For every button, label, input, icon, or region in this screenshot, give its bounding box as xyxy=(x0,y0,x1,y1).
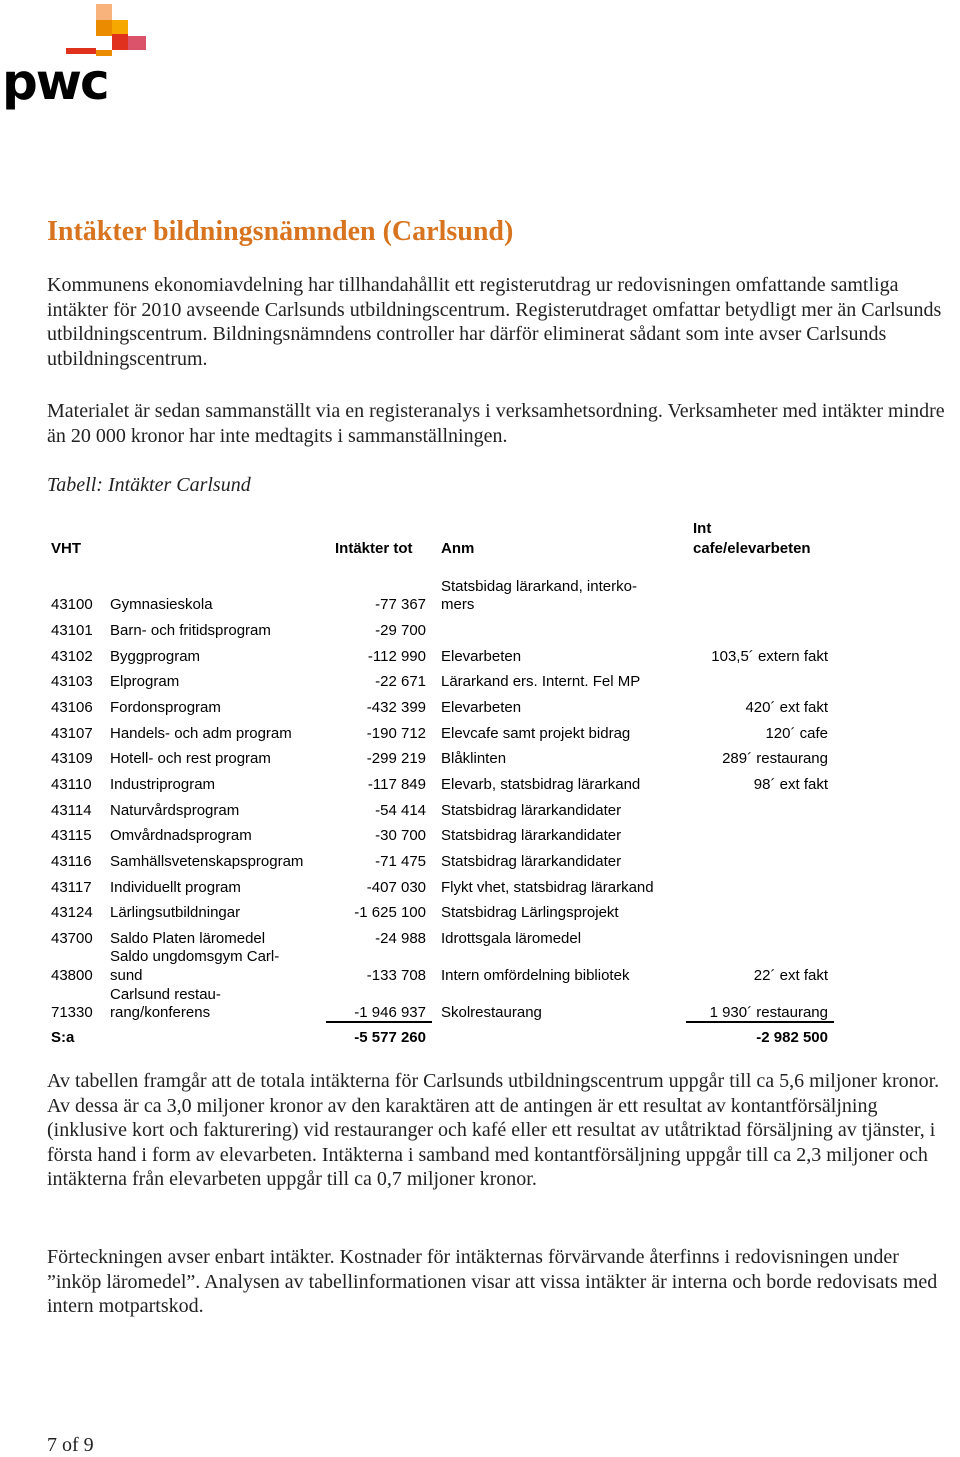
table-row-name-line1: Carlsund restau- xyxy=(110,986,221,1003)
total-tot: -5 577 260 xyxy=(354,1029,426,1046)
table-row-vht: 43109 xyxy=(51,750,93,767)
total-label: S:a xyxy=(51,1029,75,1046)
table-row-tot: -29 700 xyxy=(375,622,426,639)
table-row-anm: Elevarbeten xyxy=(441,648,522,665)
table-row-tot: -1 946 937 xyxy=(354,1004,426,1021)
table-row-name: Individuellt program xyxy=(110,879,241,896)
table-row-vht: 43124 xyxy=(51,904,93,921)
table-row-name: Fordonsprogram xyxy=(110,699,221,716)
table-row-vht: 43800 xyxy=(51,967,93,984)
table-row-name: Gymnasieskola xyxy=(110,596,213,613)
table-row-anm: Statsbidrag lärarkandidater xyxy=(441,853,622,870)
table-row-int: 420´ ext fakt xyxy=(745,699,828,716)
table-row-tot: -299 219 xyxy=(366,750,426,767)
table-row-name: Barn- och fritidsprogram xyxy=(110,622,271,639)
paragraph-intro: Kommunens ekonomiavdelning har tillhandahållit ett registerutdrag ur redovisningen omfattande samtliga intäkter för 2010 avseende Carlsunds utbildningscentrum. Registerutdraget omfattar betydligt mer än Carlsunds utbildningscentrum. Bildningsnämndens controller har därför eliminerat sådant som inte avser Carlsunds utbildningscentrum. xyxy=(47,274,942,370)
paragraph-method: Materialet är sedan sammanställt via en registeranalys i verksamhetsordning. Verksamheter med intäkter mindre än 20 000 kronor har inte medtagits i sammanställningen. xyxy=(47,400,945,447)
table-row-name: Naturvårdsprogram xyxy=(110,802,240,819)
table-row-name: Byggprogram xyxy=(110,648,201,665)
table-row-name: Saldo Platen läromedel xyxy=(110,930,266,947)
table-row-tot: -54 414 xyxy=(375,802,426,819)
page-number: 7 of 9 xyxy=(47,1434,94,1456)
table-row-anm: Statsbidrag lärarkandidater xyxy=(441,827,622,844)
table-row-anm-cont: mers xyxy=(441,596,475,613)
table-row-int: 98´ ext fakt xyxy=(753,776,828,793)
table-row-vht: 43102 xyxy=(51,648,93,665)
table-row-int: 22´ ext fakt xyxy=(753,967,828,984)
page-title: Intäkter bildningsnämnden (Carlsund) xyxy=(47,216,514,247)
table-row-vht: 43103 xyxy=(51,673,93,690)
table-row-name: Hotell- och rest program xyxy=(110,750,271,767)
table-row-anm: Elevarb, statsbidrag lärarkand xyxy=(441,776,641,793)
table-row-name: Industriprogram xyxy=(110,776,216,793)
table-row-tot: -71 475 xyxy=(375,853,426,870)
table-row-name-line1: Saldo ungdomsgym Carl- xyxy=(110,948,280,965)
table-row-vht: 43100 xyxy=(51,596,93,613)
table-row-tot: -24 988 xyxy=(375,930,426,947)
table-caption: Tabell: Intäkter Carlsund xyxy=(47,474,251,496)
table-row-name: Elprogram xyxy=(110,673,180,690)
table-row-int: 103,5´ extern fakt xyxy=(711,648,828,665)
table-row-vht: 71330 xyxy=(51,1004,93,1021)
table-row-int: 1 930´ restaurang xyxy=(709,1004,828,1021)
table-row-anm: Blåklinten xyxy=(441,750,507,767)
table-row-vht: 43110 xyxy=(51,776,92,793)
sum-line-int xyxy=(686,1021,834,1023)
paragraph-note: Förteckningen avser enbart intäkter. Kostnader för intäkternas förvärvande återfinns i redovisningen under ”inköp läromedel”. Analysen av tabellinformationen visar att vissa intäkter är interna och borde redovisats med intern motpartskod. xyxy=(47,1246,938,1317)
table-row-anm: Elevarbeten xyxy=(441,699,522,716)
table-row-anm: Intern omfördelning bibliotek xyxy=(441,967,630,984)
header-int-line2: cafe/elevarbeten xyxy=(693,540,811,557)
table-row-tot: -77 367 xyxy=(375,596,426,613)
table-row-vht: 43115 xyxy=(51,827,92,844)
table-row-tot: -112 990 xyxy=(367,648,426,665)
header-anm: Anm xyxy=(441,540,475,557)
table-row-vht: 43116 xyxy=(51,853,92,870)
table-row-name: Samhällsvetenskapsprogram xyxy=(110,853,304,870)
table-row-anm: Elevcafe samt projekt bidrag xyxy=(441,725,631,742)
table-row-vht: 43114 xyxy=(51,802,92,819)
header-int-line1: Int xyxy=(693,520,712,537)
paragraph-summary: Av tabellen framgår att de totala intäkterna för Carlsunds utbildningscentrum uppgår till ca 5,6 miljoner kronor. Av dessa är ca 3,0 miljoner kronor av den karaktären att de antingen är ett resultat av kontantförsäljning (inklusive kort och fakturering) vid restauranger och kafé eller ett resultat av utåtriktad försäljning av tjänster, i första hand i form av elevarbeten. Intäkterna i samband med kontantförsäljning uppgår till ca 2,3 miljoner och intäkterna från elevarbeten uppgår till ca 0,7 miljoner kronor. xyxy=(47,1070,940,1190)
total-int: -2 982 500 xyxy=(756,1029,828,1046)
table-row-anm: Statsbidag lärarkand, interko- xyxy=(441,578,637,595)
table-row-int: 120´ cafe xyxy=(765,725,828,742)
table-row-vht: 43117 xyxy=(51,879,92,896)
table-row-name: Omvårdnadsprogram xyxy=(110,827,252,844)
table-row-anm: Skolrestaurang xyxy=(441,1004,542,1021)
header-intakter-tot: Intäkter tot xyxy=(335,540,413,557)
sum-line-tot xyxy=(326,1021,432,1023)
table-row-vht: 43700 xyxy=(51,930,93,947)
table-row-vht: 43106 xyxy=(51,699,93,716)
table-row-anm: Flykt vhet, statsbidrag lärarkand xyxy=(441,879,654,896)
table-row-anm: Statsbidrag lärarkandidater xyxy=(441,802,622,819)
table-row-name: Lärlingsutbildningar xyxy=(110,904,241,921)
table-row-tot: -1 625 100 xyxy=(354,904,426,921)
table-row-anm: Idrottsgala läromedel xyxy=(441,930,582,947)
table-row-tot: -133 708 xyxy=(366,967,426,984)
table-row-tot: -190 712 xyxy=(366,725,426,742)
header-vht: VHT xyxy=(51,540,81,557)
table-row-tot: -407 030 xyxy=(366,879,426,896)
table-row-anm: Statsbidrag Lärlingsprojekt xyxy=(441,904,619,921)
table-row-name: rang/konferens xyxy=(110,1004,211,1021)
table-row-anm: Lärarkand ers. Internt. Fel MP xyxy=(441,673,641,690)
table-row-tot: -30 700 xyxy=(375,827,426,844)
logo-wordmark: pwc xyxy=(2,53,108,111)
table-row-vht: 43107 xyxy=(51,725,93,742)
table-row-tot: -117 849 xyxy=(367,776,426,793)
table-row-vht: 43101 xyxy=(51,622,93,639)
table-row-name: sund xyxy=(110,967,143,984)
table-row-tot: -22 671 xyxy=(375,673,426,690)
table-row-int: 289´ restaurang xyxy=(722,750,828,767)
table-row-tot: -432 399 xyxy=(366,699,426,716)
table-row-name: Handels- och adm program xyxy=(110,725,292,742)
